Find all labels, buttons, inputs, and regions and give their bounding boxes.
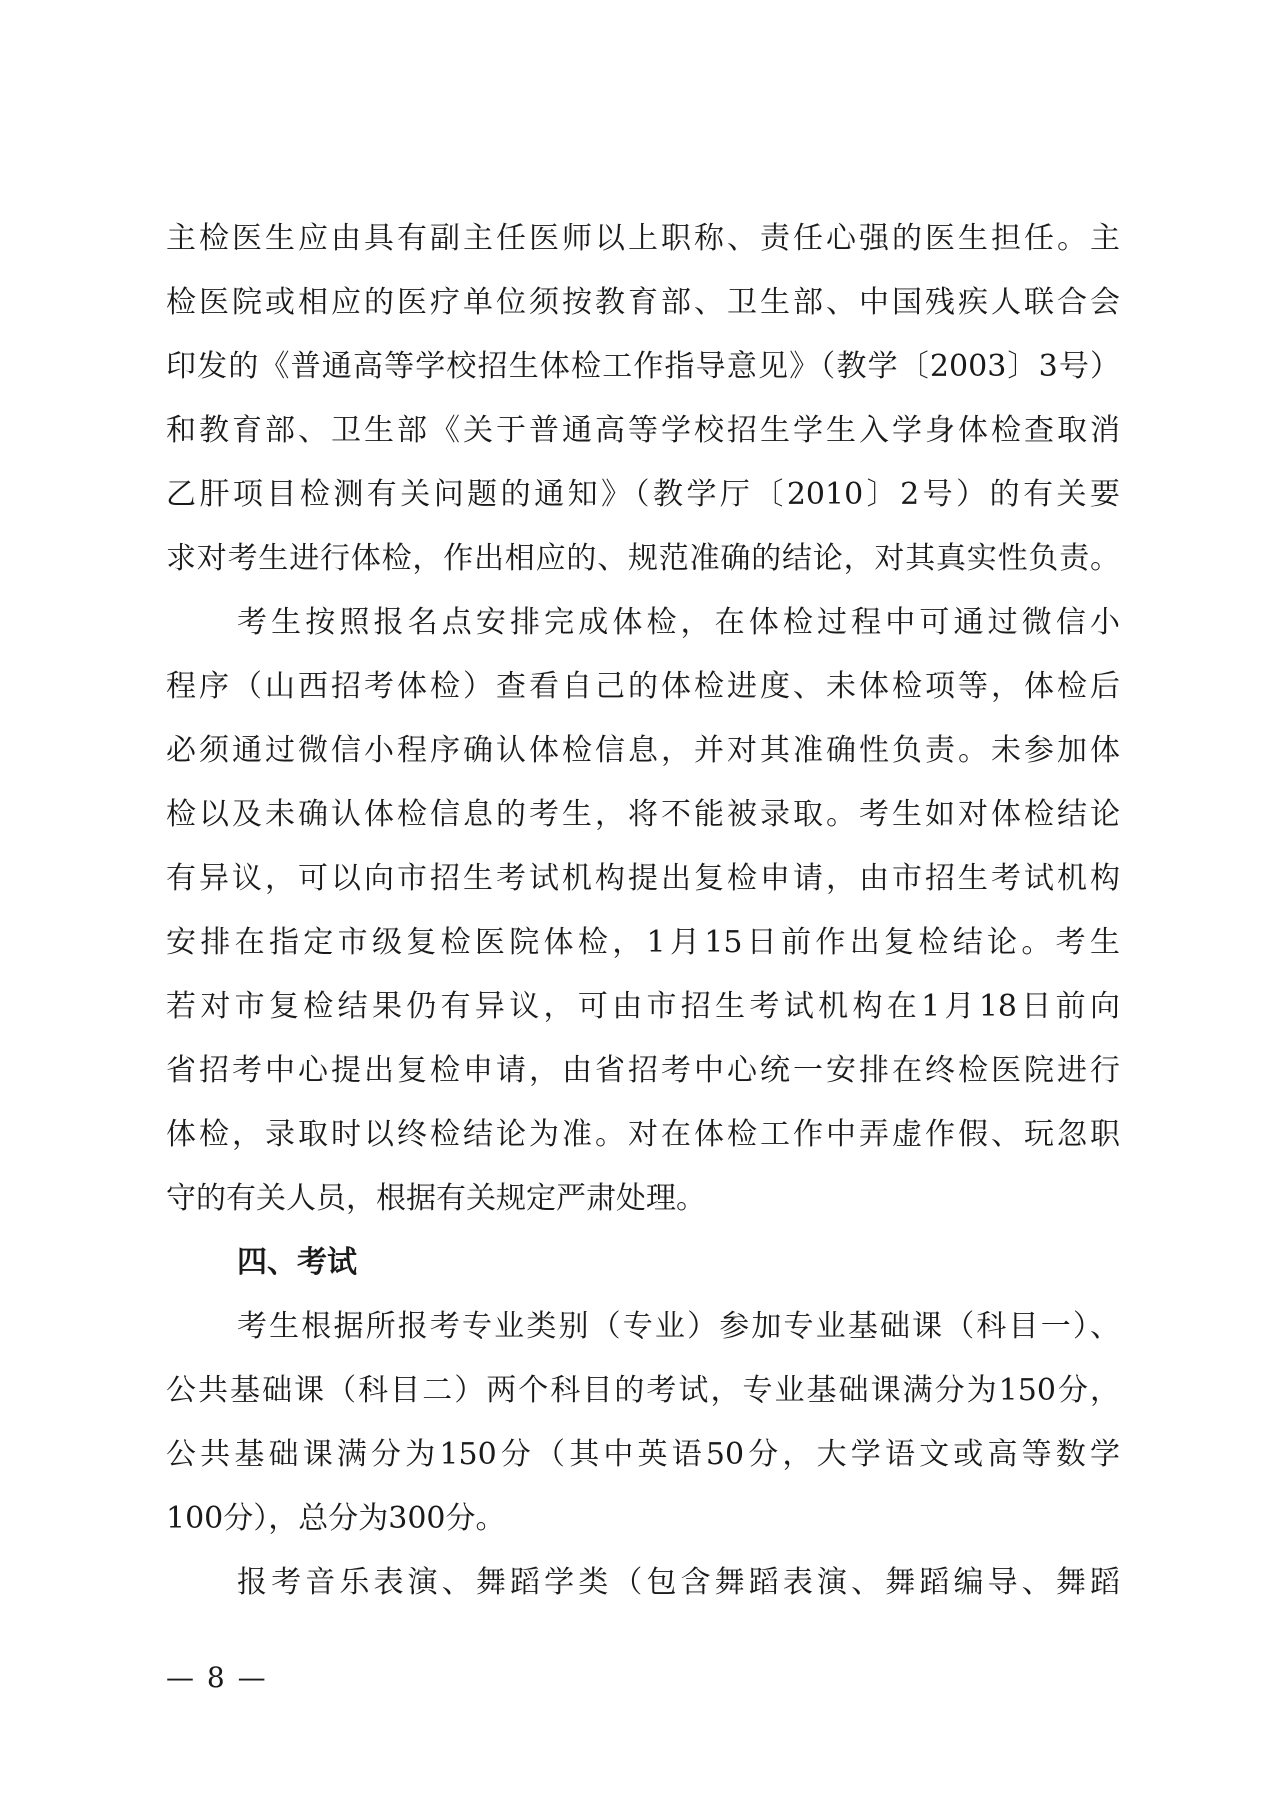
paragraph-3-line-2: 公共基础课（科目二）两个科目的考试，专业基础课满分为150分， <box>166 1373 1120 1408</box>
paragraph-2-line-4: 检以及未确认体检信息的考生，将不能被录取。考生如对体检结论 <box>166 797 1120 832</box>
paragraph-2-line-2: 程序（山西招考体检）查看自己的体检进度、未体检项等，体检后 <box>166 669 1120 704</box>
paragraph-2-line-6: 安排在指定市级复检医院体检，1月15日前作出复检结论。考生 <box>166 925 1120 960</box>
paragraph-1-line-6: 求对考生进行体检，作出相应的、规范准确的结论，对其真实性负责。 <box>166 541 1120 576</box>
page-number: — 8 — <box>166 1661 268 1694</box>
paragraph-1-line-1: 主检医生应由具有副主任医师以上职称、责任心强的医生担任。主 <box>166 221 1120 256</box>
paragraph-1-line-2: 检医院或相应的医疗单位须按教育部、卫生部、中国残疾人联合会 <box>166 285 1120 320</box>
paragraph-2-line-5: 有异议，可以向市招生考试机构提出复检申请，由市招生考试机构 <box>166 861 1120 896</box>
paragraph-2-line-9: 体检，录取时以终检结论为准。对在体检工作中弄虚作假、玩忽职 <box>166 1117 1120 1152</box>
paragraph-3-line-4: 100分），总分为300分。 <box>166 1501 506 1536</box>
paragraph-3-line-3: 公共基础课满分为150分（其中英语50分，大学语文或高等数学 <box>166 1437 1120 1472</box>
paragraph-1-line-4: 和教育部、卫生部《关于普通高等学校招生学生入学身体检查取消 <box>166 413 1120 448</box>
paragraph-2-line-3: 必须通过微信小程序确认体检信息，并对其准确性负责。未参加体 <box>166 733 1120 768</box>
paragraph-3-line-1: 考生根据所报考专业类别（专业）参加专业基础课（科目一）、 <box>237 1309 1120 1344</box>
paragraph-2-line-10: 守的有关人员，根据有关规定严肃处理。 <box>166 1181 706 1216</box>
paragraph-2-line-8: 省招考中心提出复检申请，由省招考中心统一安排在终检医院进行 <box>166 1053 1120 1088</box>
paragraph-4-line-1: 报考音乐表演、舞蹈学类（包含舞蹈表演、舞蹈编导、舞蹈 <box>237 1565 1120 1600</box>
section-heading: 四、考试 <box>237 1245 357 1280</box>
paragraph-1-line-5: 乙肝项目检测有关问题的通知》（教学厅〔2010〕2号）的有关要 <box>166 477 1120 512</box>
paragraph-1-line-3: 印发的《普通高等学校招生体检工作指导意见》（教学〔2003〕3号） <box>166 349 1120 384</box>
paragraph-2-line-1: 考生按照报名点安排完成体检，在体检过程中可通过微信小 <box>237 605 1120 640</box>
paragraph-2-line-7: 若对市复检结果仍有异议，可由市招生考试机构在1月18日前向 <box>166 989 1120 1024</box>
